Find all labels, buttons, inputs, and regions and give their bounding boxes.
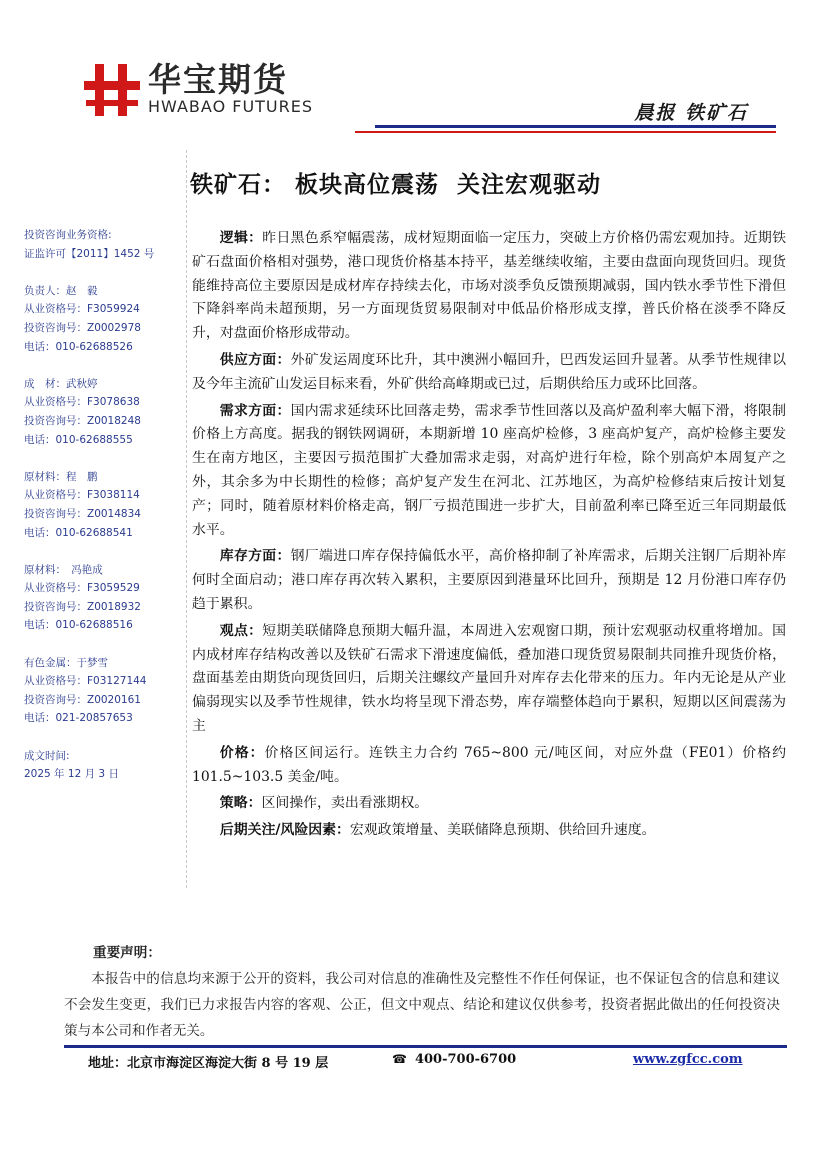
- header-divider-red: [355, 131, 776, 133]
- section-label: 库存方面：: [219, 548, 291, 565]
- footer-divider: [64, 1045, 787, 1048]
- section-label: 观点：: [219, 622, 263, 639]
- contact-phone: 电话：010-62688516: [24, 619, 133, 632]
- contact-phone: 电话：010-62688555: [24, 433, 133, 446]
- section-demand: [192, 400, 786, 543]
- qualification-label: 投资咨询业务资格:: [24, 229, 112, 241]
- section-label: 策略：: [219, 795, 262, 812]
- footer-phone: 400-700-6700: [414, 1052, 517, 1067]
- section-text: 外矿发运周度环比升，其中澳洲小幅回升，巴西发运回升显著。从季节性规律以及今年主流矿山发运目标来看，外矿供给高峰期或已过，后期供给压力或环比回落。: [192, 351, 786, 392]
- report-type-label: 晨报 铁矿石: [634, 102, 748, 124]
- hwabao-logo-mark-icon: [84, 60, 140, 120]
- qualification-license: 证监许可【2011】1452 号: [24, 247, 155, 260]
- contact-cert-no: 从业资格号：F3059924: [24, 303, 140, 316]
- contact-cert-no: 从业资格号：F3078638: [24, 396, 140, 409]
- contact-phone: 电话：021-20857653: [24, 712, 133, 725]
- section-text: 区间操作，卖出看涨期权。: [261, 795, 429, 812]
- section-label: 价格：: [219, 744, 265, 761]
- section-label: 需求方面：: [219, 402, 291, 419]
- section-price: [192, 742, 786, 790]
- section-text: 钢厂端进口库存保持偏低水平，高价格抑制了补库需求，后期关注钢厂后期补库何时全面启动；港口库存再次转入累积，主要原因到港量环比回升，预期是 12 月份港口库存仍趋于累积。: [192, 548, 786, 612]
- section-label: 逻辑：: [219, 230, 263, 246]
- contact-cert-no: 从业资格号：F03127144: [24, 675, 147, 688]
- section-text: 短期美联储降息预期大幅升温，本周进入宏观窗口期，预计宏观驱动权重将增加。国内成材库存结构改善以及铁矿石需求下滑速度偏低，叠加港口现货贸易限制共同推升现货价格，盘面基差由期货向现货回归，后期关注螺纹产量回升对库存去化带来的压力。年内无论是从产业偏弱现实以及季节性规律，铁水均将呈现下滑态势，库存端整体趋向于累积，短期以区间震荡为主: [192, 622, 786, 734]
- footer: [88, 1052, 743, 1072]
- disclaimer-body: 本报告中的信息均来源于公开的资料，我公司对信息的准确性及完整性不作任何保证，也不保证包含的信息和建议不会发生变更，我们已力求报告内容的客观、公正，但文中观点、结论和建议仅供参考，投资者据此做出的任何投资决策与本公司和作者无关。: [64, 971, 780, 1039]
- section-label: 后期关注/风险因素：: [219, 822, 350, 839]
- section-text: 价格区间运行。连铁主力合约 765~800 元/吨区间，对应外盘（FE01）价格约 101.5~103.5 美金/吨。: [192, 744, 786, 785]
- section-inventory: [192, 545, 786, 616]
- analyst-sidebar: [24, 226, 184, 802]
- contact-block-head: [24, 282, 184, 356]
- report-date-value: 2025 年 12 月 3 日: [24, 768, 119, 781]
- title-part-1: 铁矿石： 板块高位震荡: [190, 171, 440, 198]
- contact-name: 原材料：程 鹏: [24, 470, 98, 483]
- section-logic: [192, 227, 786, 346]
- section-view: [192, 620, 786, 739]
- contact-cert-no: 从业资格号：F3059529: [24, 582, 140, 595]
- section-label: 供应方面：: [219, 351, 291, 368]
- logo-chinese-name: 华宝期货: [148, 60, 288, 99]
- contact-advisory-no: 投资咨询号：Z0002978: [24, 321, 141, 334]
- section-text: 宏观政策增量、美联储降息预期、供给回升速度。: [349, 822, 656, 839]
- footer-phone-block: [392, 1052, 516, 1067]
- footer-website-link[interactable]: www.zgfcc.com: [633, 1052, 743, 1067]
- header-divider-blue: [375, 125, 776, 128]
- section-supply: [192, 349, 786, 397]
- contact-phone: 电话：010-62688526: [24, 340, 133, 353]
- contact-advisory-no: 投资咨询号：Z0018248: [24, 414, 141, 427]
- report-body: [192, 227, 786, 846]
- company-logo: [84, 60, 334, 120]
- contact-advisory-no: 投资咨询号：Z0018932: [24, 600, 141, 613]
- contact-block-nonferrous: [24, 654, 184, 728]
- contact-cert-no: 从业资格号：F3038114: [24, 489, 140, 502]
- logo-english-name: HWABAO FUTURES: [148, 97, 314, 116]
- contact-name: 有色金属：于梦雪: [24, 656, 108, 669]
- report-date-block: [24, 747, 184, 784]
- report-date-label: 成文时间:: [24, 749, 70, 762]
- qualification-block: [24, 226, 184, 263]
- contact-name: 成 材：武秋婷: [24, 377, 98, 390]
- contact-name: 负责人：赵 毅: [24, 284, 98, 297]
- section-strategy: [192, 792, 786, 816]
- contact-block-raw-2: [24, 561, 184, 635]
- page-title: [190, 166, 790, 199]
- section-text: 昨日黑色系窄幅震荡，成材短期面临一定压力，突破上方价格仍需宏观加持。近期铁矿石盘面价格相对强势，港口现货价格基本持平，基差继续收缩，主要由盘面向现货回归。现货能维持高位主要原因是成材库存持续去化，市场对淡季负反馈预期减弱，国内铁水季节性下滑但下降斜率尚未超预期，另一方面现货贸易限制对中低品价格形成支撑，普氏价格在淡季不降反升，对盘面价格形成带动。: [192, 230, 786, 342]
- footer-address: 地址：北京市海淀区海淀大街 8 号 19 层: [88, 1056, 329, 1071]
- contact-phone: 电话：010-62688541: [24, 526, 133, 539]
- title-part-2: 关注宏观驱动: [457, 171, 602, 198]
- phone-icon: ☎: [392, 1052, 407, 1066]
- disclaimer-title: 重要声明：: [93, 945, 161, 961]
- contact-name: 原材料： 冯艳成: [24, 563, 103, 576]
- contact-advisory-no: 投资咨询号：Z0020161: [24, 693, 141, 706]
- disclaimer: [64, 940, 780, 1044]
- contact-block-steel: [24, 375, 184, 449]
- section-risk: [192, 819, 786, 843]
- contact-block-raw-1: [24, 468, 184, 542]
- contact-advisory-no: 投资咨询号：Z0014834: [24, 507, 141, 520]
- section-text: 国内需求延续环比回落走势，需求季节性回落以及高炉盈利率大幅下滑，将限制价格上方高度。据我的钢铁网调研，本期新增 10 座高炉检修，3 座高炉复产，高炉检修主要发生在南方地区，主要因亏损范围扩大叠加需求走弱，对高炉进行年检，除个别高炉本周复产之外，其余多为中长期性的检修；高炉复产发生在河北、江苏地区，为高炉检修结束后按计划复产；同时，随着原材料价格走高，钢厂亏损范围进一步扩大，目前盈利率已降至近三年同期最低水平。: [192, 402, 786, 538]
